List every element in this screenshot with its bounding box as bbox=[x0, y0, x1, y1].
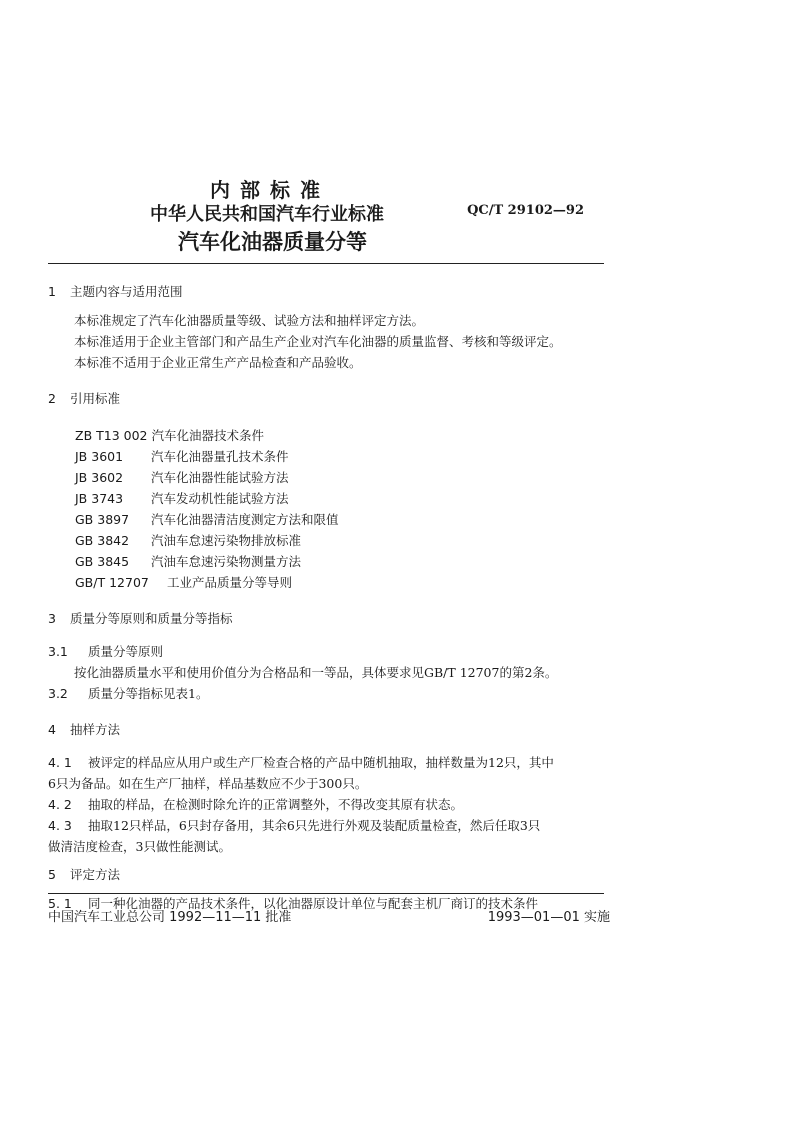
section-1-paragraph: 本标准不适用于企业正常生产产品检查和产品验收。 bbox=[74, 355, 362, 370]
clause-number: 4. 3 bbox=[48, 818, 72, 833]
header-divider bbox=[48, 263, 604, 264]
standard-code: JB 3743 bbox=[75, 491, 124, 506]
standard-code: GB 3897 bbox=[75, 512, 130, 527]
clause-3-1-heading bbox=[48, 641, 618, 662]
standard-code: JB 3602 bbox=[75, 470, 124, 485]
section-title: 主题内容与适用范围 bbox=[70, 284, 183, 299]
list-item bbox=[75, 551, 618, 572]
document-body bbox=[48, 282, 618, 914]
clause-number: 4. 1 bbox=[48, 755, 72, 770]
clause-text: 抽取的样品，在检测时除允许的正常调整外，不得改变其原有状态。 bbox=[88, 797, 464, 812]
standard-code: GB 3845 bbox=[75, 554, 130, 569]
standard-code: JB 3601 bbox=[75, 449, 124, 464]
standard-title: 工业产品质量分等导则 bbox=[166, 575, 292, 590]
standard-title: 汽车化油器性能试验方法 bbox=[150, 470, 289, 485]
list-item bbox=[75, 530, 618, 551]
section-number: 1 bbox=[48, 284, 56, 299]
document-code: QC/T 29102—92 bbox=[467, 203, 584, 218]
standard-title: 汽车化油器技术条件 bbox=[151, 428, 264, 443]
standard-title: 汽油车怠速污染物排放标准 bbox=[150, 533, 301, 548]
section-title: 引用标准 bbox=[70, 391, 121, 406]
clause-3-1-text: 按化油器质量水平和使用价值分为合格品和一等品，具体要求见GB/T 12707的第2条。 bbox=[74, 665, 558, 680]
section-title: 质量分等原则和质量分等指标 bbox=[70, 611, 233, 626]
clause-4-2 bbox=[48, 794, 618, 815]
section-3-heading bbox=[48, 609, 618, 629]
section-number: 4 bbox=[48, 722, 56, 737]
clause-4-3-continuation: 做清洁度检查，3只做性能测试。 bbox=[48, 839, 231, 854]
clause-3-2 bbox=[48, 683, 618, 704]
standard-title: 汽车化油器量孔技术条件 bbox=[150, 449, 289, 464]
clause-number: 3.1 bbox=[48, 644, 68, 659]
clause-number: 3.2 bbox=[48, 686, 68, 701]
approval-line: 中国汽车工业总公司 1992—11—11 批准 bbox=[48, 910, 292, 925]
clause-text: 质量分等指标见表1。 bbox=[88, 686, 209, 701]
list-item bbox=[75, 425, 618, 446]
section-4-heading bbox=[48, 720, 618, 740]
section-1-heading bbox=[48, 282, 618, 302]
clause-text: 同一种化油器的产品技术条件，以化油器原设计单位与配套主机厂商订的技术条件 bbox=[88, 896, 539, 911]
section-number: 3 bbox=[48, 611, 56, 626]
footer-divider bbox=[48, 893, 604, 894]
section-number: 2 bbox=[48, 391, 56, 406]
list-item bbox=[75, 509, 618, 530]
internal-standard-label: 内部标准 bbox=[210, 178, 330, 202]
section-1-paragraph: 本标准适用于企业主管部门和产品生产企业对汽车化油器的质量监督、考核和等级评定。 bbox=[74, 334, 562, 349]
document-title: 汽车化油器质量分等 bbox=[178, 230, 367, 254]
standard-code: ZB T13 002 bbox=[75, 428, 148, 443]
clause-text: 被评定的样品应从用户或生产厂检查合格的产品中随机抽取，抽样数量为12只，其中 bbox=[88, 755, 554, 770]
section-number: 5 bbox=[48, 867, 56, 882]
list-item bbox=[75, 488, 618, 509]
section-title: 评定方法 bbox=[70, 867, 121, 882]
clause-number: 5. 1 bbox=[48, 896, 72, 911]
standard-code: GB/T 12707 bbox=[75, 575, 149, 590]
clause-number: 4. 2 bbox=[48, 797, 72, 812]
section-5-heading bbox=[48, 865, 618, 885]
clause-4-1-continuation: 6只为备品。如在生产厂抽样，样品基数应不少于300只。 bbox=[48, 776, 368, 791]
list-item bbox=[75, 446, 618, 467]
section-1-paragraph: 本标准规定了汽车化油器质量等级、试验方法和抽样评定方法。 bbox=[74, 313, 425, 328]
section-2-heading bbox=[48, 389, 618, 409]
list-item bbox=[75, 467, 618, 488]
standard-title: 汽车化油器清洁度测定方法和限值 bbox=[150, 512, 339, 527]
list-item bbox=[75, 572, 618, 593]
standard-title: 汽油车怠速污染物测量方法 bbox=[150, 554, 301, 569]
clause-title: 质量分等原则 bbox=[88, 644, 164, 659]
standard-code: GB 3842 bbox=[75, 533, 130, 548]
standard-title: 汽车发动机性能试验方法 bbox=[150, 491, 289, 506]
clause-text: 抽取12只样品，6只封存备用，其余6只先进行外观及装配质量检查，然后任取3只 bbox=[88, 818, 541, 833]
clause-4-1 bbox=[48, 752, 618, 773]
section-title: 抽样方法 bbox=[70, 722, 121, 737]
effective-date: 1993—01—01 实施 bbox=[487, 910, 610, 925]
org-standard-heading: 中华人民共和国汽车行业标准 bbox=[150, 204, 384, 225]
clause-4-3 bbox=[48, 815, 618, 836]
referenced-standards-list bbox=[48, 425, 618, 593]
